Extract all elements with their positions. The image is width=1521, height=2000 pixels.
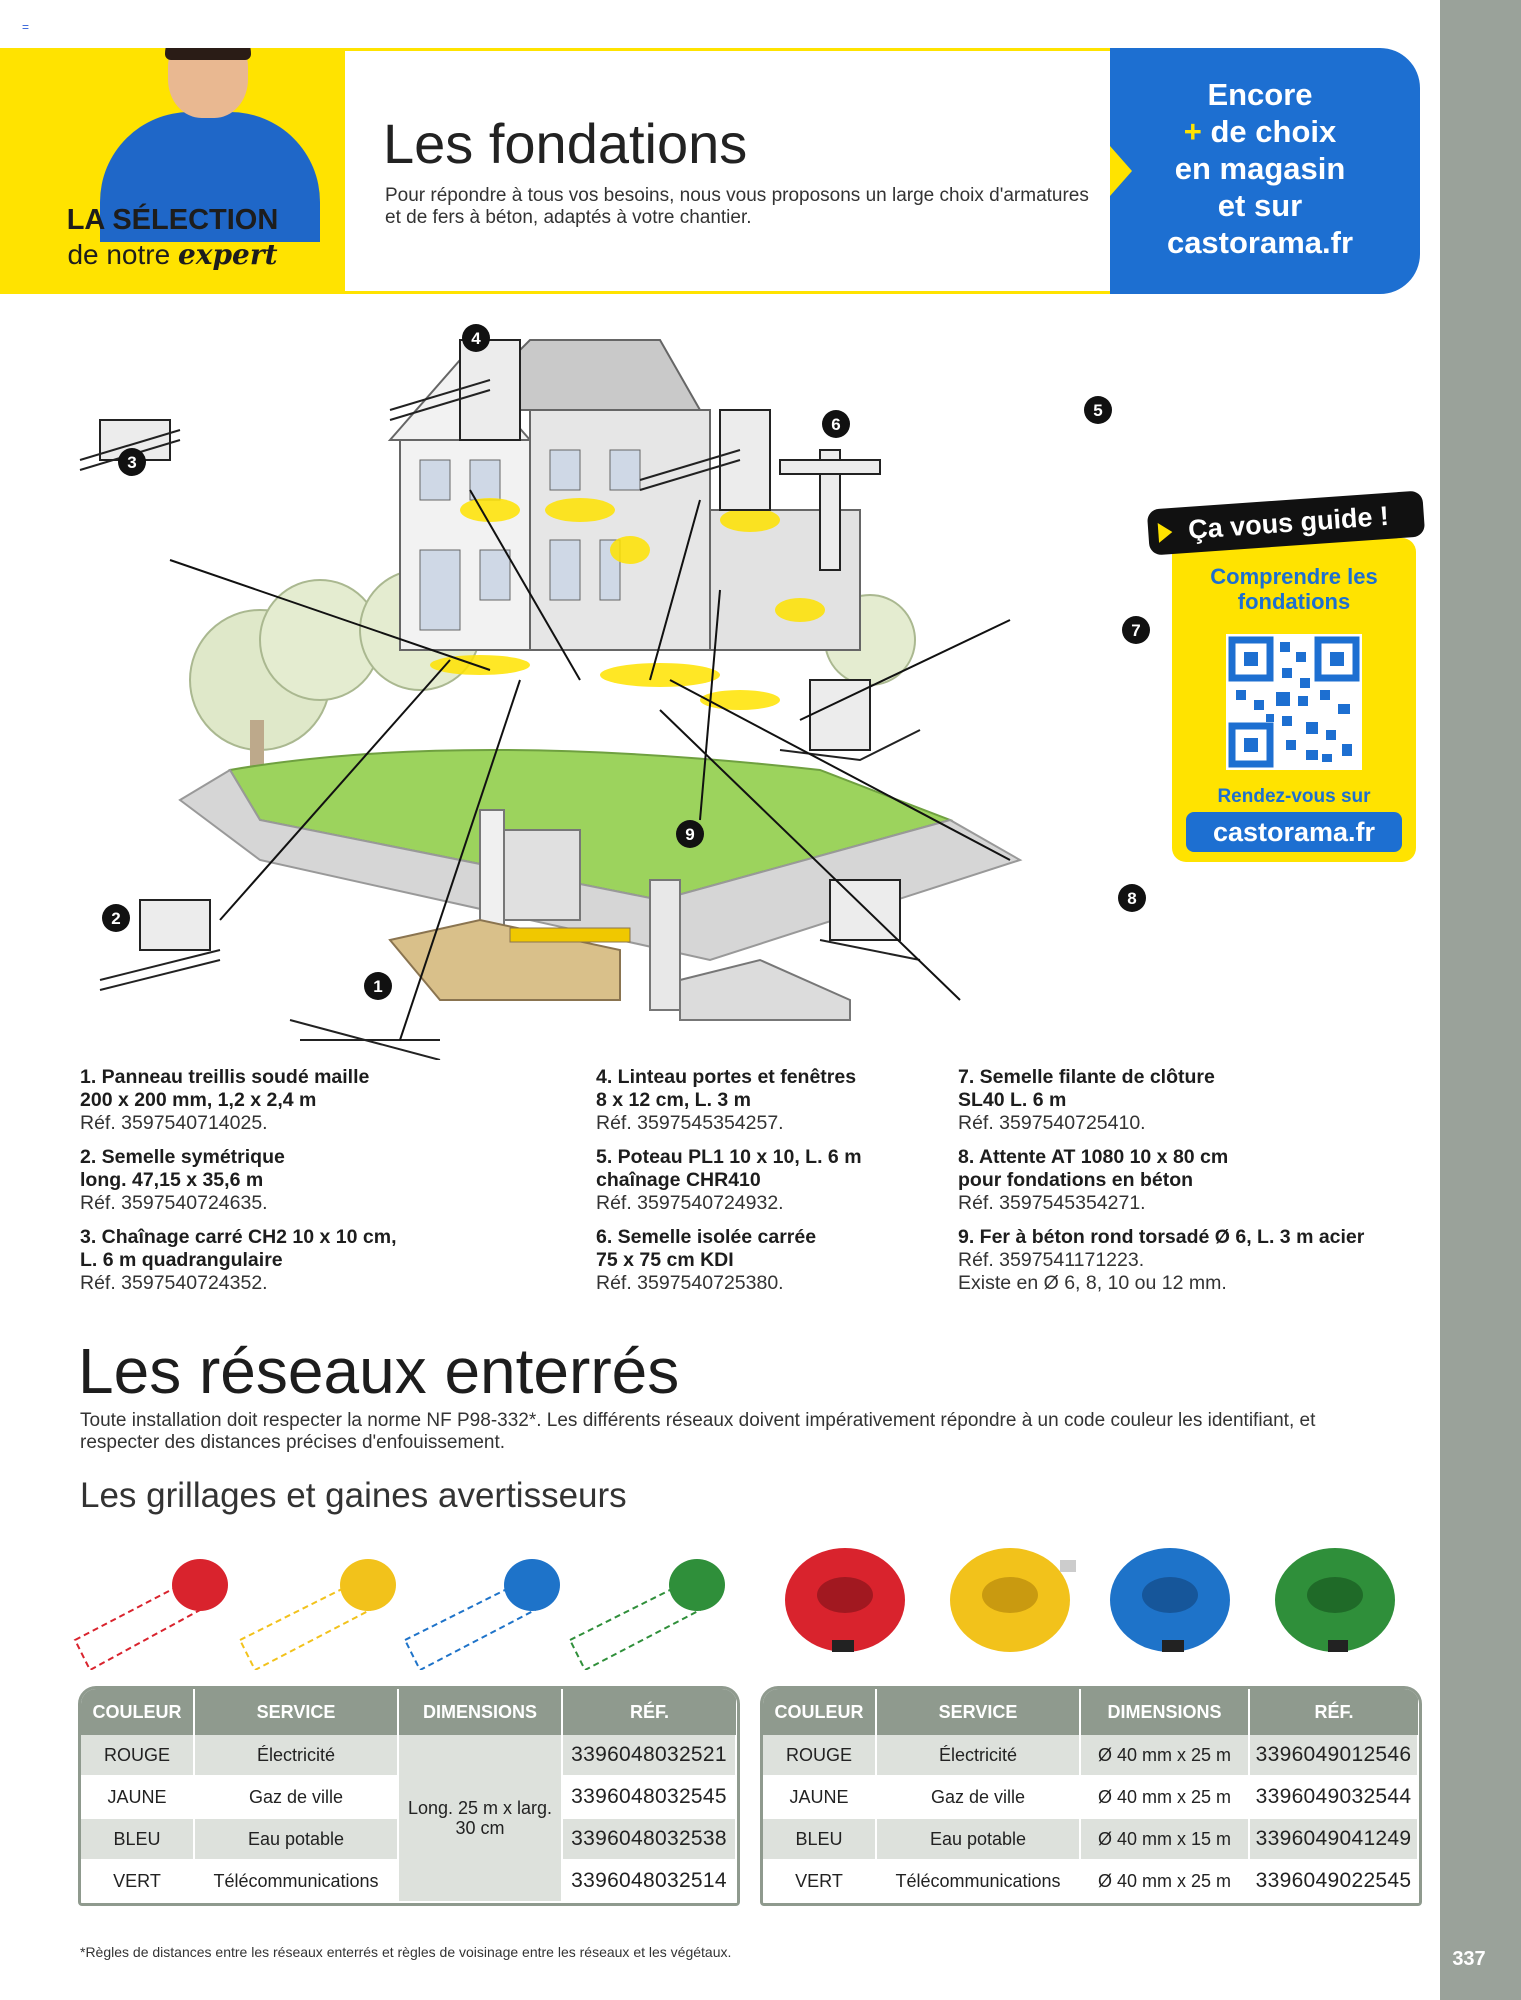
col-header: SERVICE: [876, 1689, 1080, 1735]
header-text-area: [345, 48, 1135, 294]
product-list-col2: [596, 1066, 956, 1306]
table-row: ROUGE Électricité Long. 25 m x larg. 30 cm 3396048032521: [81, 1735, 736, 1776]
product-item: 4. Linteau portes et fenêtres 8 x 12 cm, L. 3 m Réf. 3597545354257.: [596, 1066, 857, 1134]
table-row: BLEU Eau potable Ø 40 mm x 15 m 3396049041249: [763, 1818, 1418, 1860]
svg-text:2: 2: [111, 909, 121, 928]
expert-subtitle: de notre expert: [67, 238, 278, 271]
window: [420, 460, 450, 500]
post-9: [650, 880, 680, 1010]
door-window: [420, 550, 460, 630]
product-item: 1. Panneau treillis soudé maille 200 x 200 mm, 1,2 x 2,4 m Réf. 3597540714025.: [80, 1066, 370, 1134]
notch-shape: [1110, 146, 1132, 196]
window: [470, 460, 500, 500]
section-intro: Toute installation doit respecter la norme NF P98-332*. Les différents réseaux doivent impérativement répondre à un code couleur les identifiant, et respecter des distances précises d'enfouissement.: [80, 1410, 1316, 1453]
play-arrow-icon: [1158, 522, 1173, 543]
guide-box: [1152, 500, 1416, 862]
svg-text:6: 6: [831, 415, 841, 434]
table-row: VERT Télécommunications Ø 40 mm x 25 m 3396049022545: [763, 1860, 1418, 1902]
castorama-link-button[interactable]: castorama.fr: [1186, 812, 1402, 852]
col-header: RÉF.: [562, 1689, 736, 1735]
expert-title: LA SÉLECTION: [66, 204, 279, 236]
product-item: 2. Semelle symétrique long. 47,15 x 35,6 m Réf. 3597540724635.: [80, 1146, 285, 1214]
window: [550, 540, 580, 600]
guide-rdv: Rendez-vous sur: [1217, 786, 1371, 807]
gate: [500, 830, 580, 920]
table-row: JAUNE Gaz de ville 3396048032545: [81, 1776, 736, 1818]
product-item: 3. Chaînage carré CH2 10 x 10 cm, L. 6 m quadrangulaire Réf. 3597540724352.: [80, 1226, 397, 1294]
top-mark: =: [22, 20, 30, 34]
guide-tag-text: Ça vous guide !: [1187, 500, 1390, 545]
sheath-coil-yellow: [950, 1548, 1076, 1652]
qr-code-icon[interactable]: [1226, 634, 1362, 770]
svg-text:8: 8: [1127, 889, 1137, 908]
svg-text:9: 9: [685, 825, 695, 844]
col-header: COULEUR: [763, 1689, 876, 1735]
svg-text:5: 5: [1093, 401, 1103, 420]
warning-mesh-green: [570, 1559, 725, 1670]
foundation-illustration: [60, 300, 1160, 1060]
svg-text:4: 4: [471, 329, 481, 348]
product-item: 5. Poteau PL1 10 x 10, L. 6 m chaînage CHR410 Réf. 3597540724932.: [596, 1146, 862, 1214]
window: [480, 550, 510, 600]
table-row: BLEU Eau potable 3396048032538: [81, 1818, 736, 1860]
col-header: DIMENSIONS: [1080, 1689, 1249, 1735]
col-header: SERVICE: [194, 1689, 398, 1735]
window: [550, 450, 580, 490]
page-intro: Pour répondre à tous vos besoins, nous vous proposons un large choix d'armatures et de fers à béton, adaptés à votre chantier.: [385, 185, 1089, 228]
svg-text:3: 3: [127, 453, 137, 472]
product-item: 7. Semelle filante de clôture SL40 L. 6 m Réf. 3597540725410.: [958, 1066, 1215, 1134]
sheath-table: [760, 1686, 1422, 1906]
product-images: [70, 1540, 1410, 1670]
product-item: 8. Attente AT 1080 10 x 80 cm pour fondations en béton Réf. 3597545354271.: [958, 1146, 1229, 1214]
sheath-coil-green: [1275, 1548, 1395, 1652]
warning-mesh-blue: [405, 1559, 560, 1670]
sheath-coil-blue: [1110, 1548, 1230, 1652]
more-choice-box: [1110, 48, 1420, 294]
header-banner: [0, 48, 1420, 294]
svg-text:1: 1: [373, 977, 383, 996]
dimensions-cell: Long. 25 m x larg. 30 cm: [398, 1735, 562, 1902]
col-header: DIMENSIONS: [398, 1689, 562, 1735]
plus-icon: +: [1183, 114, 1202, 149]
section-subtitle: Les grillages et gaines avertisseurs: [80, 1476, 627, 1515]
section-title: Les réseaux enterrés: [78, 1335, 680, 1407]
expert-script: expert: [177, 238, 278, 271]
product-item: 6. Semelle isolée carrée 75 x 75 cm KDI Réf. 3597540725380.: [596, 1226, 817, 1294]
col-header: RÉF.: [1249, 1689, 1418, 1735]
warning-mesh-yellow: [240, 1559, 396, 1670]
table-row: JAUNE Gaz de ville Ø 40 mm x 25 m 3396049032544: [763, 1776, 1418, 1818]
footnote: *Règles de distances entre les réseaux enterrés et règles de voisinage entre les réseaux et les végétaux.: [80, 1944, 732, 1960]
guide-body: [1172, 538, 1416, 862]
col-header: COULEUR: [81, 1689, 194, 1735]
table-row: VERT Télécommunications 3396048032514: [81, 1860, 736, 1902]
svg-text:7: 7: [1131, 621, 1141, 640]
sheath-coil-red: [785, 1548, 905, 1652]
house-diagram: [60, 300, 1160, 1060]
expert-panel: [0, 48, 345, 294]
gate-pillar: [480, 810, 504, 930]
expert-photo-hair: [165, 48, 251, 60]
low-wall: [680, 960, 850, 1020]
page-number: 337: [1452, 1948, 1486, 1970]
window: [610, 450, 640, 490]
product-list-col1: [80, 1066, 500, 1306]
product-item: 9. Fer à béton rond torsadé Ø 6, L. 3 m acier Réf. 3597541171223. Existe en Ø 6, 8, 10 ou 12 mm.: [958, 1226, 1365, 1294]
mesh-table: [78, 1686, 740, 1906]
page-title: Les fondations: [383, 112, 748, 175]
table-row: ROUGE Électricité Ø 40 mm x 25 m 3396049012546: [763, 1735, 1418, 1776]
more-choice-text: Encore + de choix en magasin et sur castorama.fr: [1166, 77, 1354, 260]
warning-mesh-red: [75, 1559, 228, 1670]
page-side-band: [1440, 0, 1521, 2000]
trench-rebar: [510, 928, 630, 942]
house-side: [530, 410, 710, 650]
guide-title: Comprendre les fondations: [1210, 564, 1378, 614]
product-list-col3: [958, 1066, 1418, 1306]
